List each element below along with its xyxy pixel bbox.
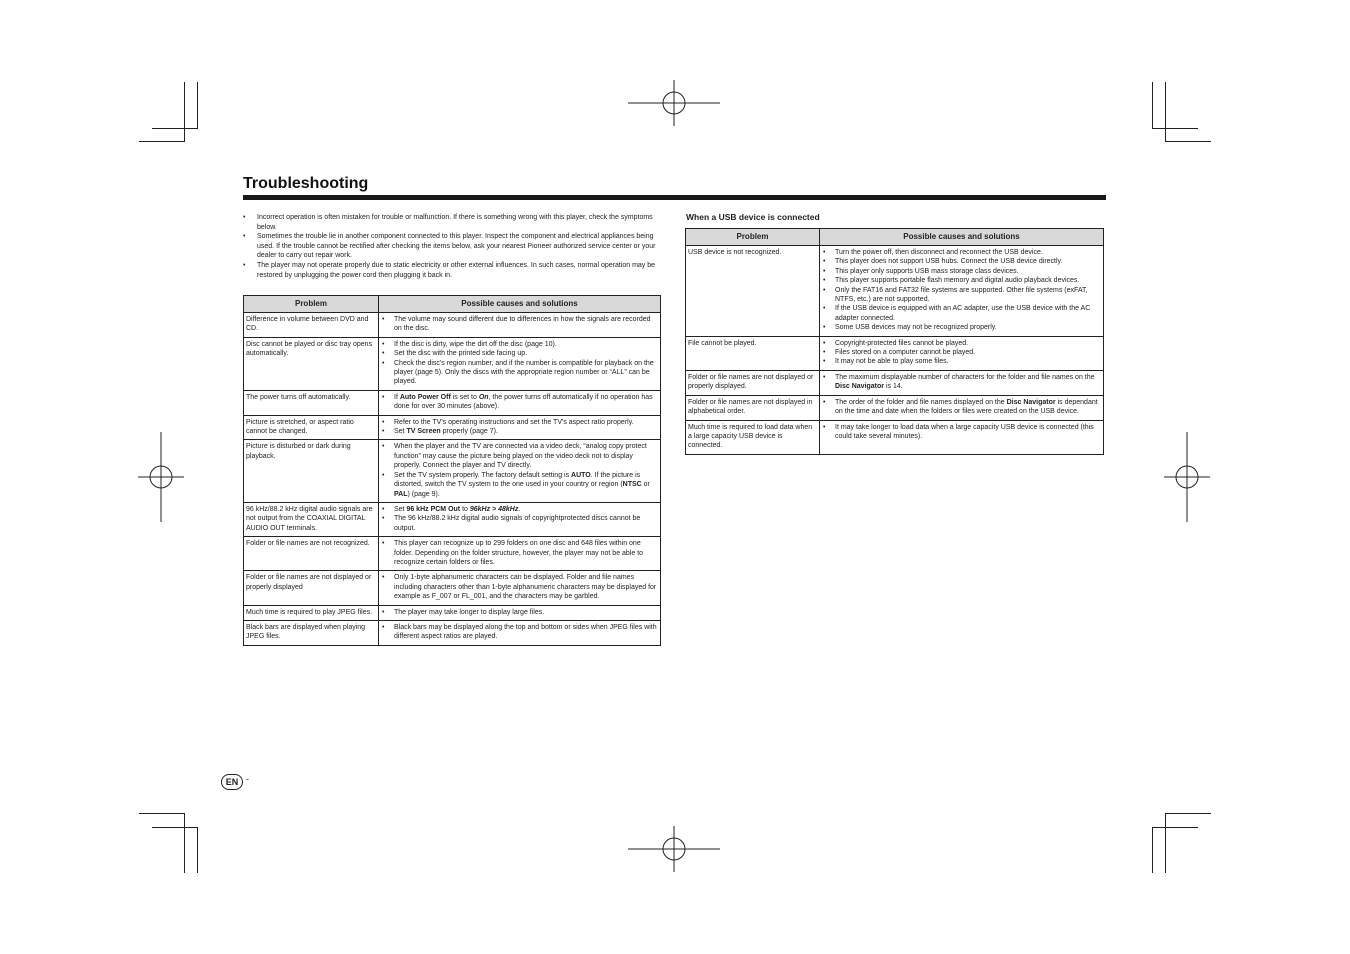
crop-mark [1152,827,1153,873]
solution-item: • Refer to the TV's operating instructions and set the TV's aspect ratio properly. [381,418,657,427]
intro-note: • The player may not operate properly due to static electricity or other external influences. In such cases, normal operation may be restored by unplugging the power cord then plugging it back in. [243,261,663,280]
solution-item: • Set the disc with the printed side facing up. [381,349,657,358]
page-number: - [246,774,249,784]
title-rule [243,195,1106,200]
registration-mark-right [1164,432,1212,524]
solutions-cell [820,246,1104,337]
crop-mark [1152,82,1153,128]
solution-item: • If the disc is dirty, wipe the dirt off the disc (page 10). [381,340,657,349]
problem-cell: USB device is not recognized. [686,246,820,337]
language-badge: EN [221,774,243,790]
solution-item: • Turn the power off, then disconnect and reconnect the USB device. [822,248,1100,257]
emphasized-text: Auto Power Off [399,393,451,401]
solutions-list [381,539,657,567]
problem-cell: Folder or file names are not recognized. [244,537,379,571]
solutions-cell [379,390,661,415]
header-solutions: Possible causes and solutions [379,296,661,313]
crop-mark [139,141,185,142]
crop-mark [1165,82,1166,142]
solutions-cell [379,415,661,440]
emphasized-text: NTSC [622,481,642,489]
solutions-cell [820,395,1104,420]
intro-notes [243,213,663,280]
solution-item: • The maximum displayable number of characters for the folder and file names on the Disc Navigator is 14. [822,373,1100,392]
solution-item: • If Auto Power Off is set to On, the power turns off automatically if no operation has done for over 30 minutes (above). [381,393,657,412]
header-problem: Problem [244,296,379,313]
table-row [686,336,1104,370]
solution-item: • Black bars may be displayed along the top and bottom or sides when JPEG files with different aspect ratios are played. [381,623,657,642]
table-row [686,395,1104,420]
crop-mark [197,827,198,873]
solutions-list [381,573,657,601]
emphasized-text: Disc Navigator [1006,398,1056,406]
table-row [686,246,1104,337]
table-row [244,313,661,338]
emphasized-text: 96 kHz PCM Out [406,505,461,513]
solutions-cell [379,620,661,645]
problem-cell: Picture is disturbed or dark during playback. [244,440,379,502]
problem-cell: Black bars are displayed when playing JPEG files. [244,620,379,645]
solutions-cell [820,336,1104,370]
registration-mark-top [628,80,722,128]
solution-item: • This player supports portable flash memory and digital audio playback devices. [822,276,1100,285]
solution-item: • Set the TV system properly. The factory default setting is AUTO. If the picture is distorted, switch the TV system to the one used in your country or region (NTSC or PAL) (page 9). [381,471,657,499]
problem-cell: Folder or file names are not displayed or properly displayed [244,571,379,605]
table-row [244,337,661,390]
solutions-cell [379,440,661,502]
solutions-cell [379,313,661,338]
emphasized-text: 96kHz > 48kHz [469,505,519,513]
solutions-cell [379,537,661,571]
solutions-list [822,248,1100,333]
solutions-list [381,442,657,498]
usb-troubleshooting-table [685,228,1104,455]
emphasized-text: On [478,393,489,401]
table-header-row [686,229,1104,246]
solution-item: • The volume may sound different due to differences in how the signals are recorded on the disc. [381,315,657,334]
solutions-cell [820,370,1104,395]
table-row [244,605,661,620]
registration-mark-bottom [628,826,722,874]
solution-item: • It may not be able to play some files. [822,357,1100,366]
emphasized-text: TV Screen [406,428,441,436]
solution-item: • This player can recognize up to 299 folders on one disc and 648 files within one folder. Depending on the folder structure, however, the player may not be able to recognize certain folders or files. [381,539,657,567]
problem-cell: Disc cannot be played or disc tray opens automatically. [244,337,379,390]
intro-note: • Incorrect operation is often mistaken for trouble or malfunction. If there is something wrong with this player, check the symptoms below. [243,213,663,232]
problem-cell: Folder or file names are not displayed or properly displayed. [686,370,820,395]
crop-mark [152,827,198,828]
solution-item: • The player may take longer to display large files. [381,608,657,617]
table-row [244,620,661,645]
problem-cell: Much time is required to load data when a large capacity USB device is connected. [686,420,820,454]
solution-item: • Check the disc's region number, and if the number is compatible for playback on the player (page 5). Only the discs with the appropriate region number or “ALL” can be played. [381,359,657,387]
solutions-cell [379,605,661,620]
intro-note: • Sometimes the trouble lie in another component connected to this player. Inspect the component and electrical appliances being used. If the trouble cannot be rectified after checking the items below, ask your nearest Pioneer authorized service center or your dealer to carry out repair work. [243,232,663,261]
solution-item: • Some USB devices may not be recognized properly. [822,323,1100,332]
troubleshooting-table-body [244,313,661,646]
solution-item: • This player does not support USB hubs. Connect the USB device directly. [822,257,1100,266]
usb-section-heading: When a USB device is connected [686,212,820,222]
crop-mark [184,82,185,142]
problem-cell: File cannot be played. [686,336,820,370]
problem-cell: The power turns off automatically. [244,390,379,415]
problem-cell: Difference in volume between DVD and CD. [244,313,379,338]
emphasized-text: PAL [394,490,408,498]
solutions-cell [379,502,661,536]
solution-item: • Set TV Screen properly (page 7). [381,427,657,436]
solutions-list [381,505,657,533]
table-header-row [244,296,661,313]
crop-mark [1165,141,1211,142]
crop-mark [1152,827,1198,828]
emphasized-text: AUTO [571,471,591,479]
table-row [244,502,661,536]
problem-cell: Folder or file names are not displayed in alphabetical order. [686,395,820,420]
problem-cell: Much time is required to play JPEG files. [244,605,379,620]
crop-mark [197,82,198,128]
emphasized-text: Disc Navigator [835,383,885,391]
solutions-list [822,423,1100,442]
solutions-list [381,340,657,387]
solutions-cell [379,571,661,605]
solution-item: • Only the FAT16 and FAT32 file systems are supported. Other file systems (exFAT, NTFS, etc.) are not supported. [822,286,1100,305]
table-row [244,440,661,502]
header-problem: Problem [686,229,820,246]
registration-mark-left [138,432,186,524]
solutions-list [381,393,657,412]
crop-mark [152,128,198,129]
table-row [244,415,661,440]
solutions-list [381,623,657,642]
table-row [244,390,661,415]
solution-item: • The 96 kHz/88.2 kHz digital audio signals of copyrightprotected discs cannot be output. [381,514,657,533]
crop-mark [1152,128,1198,129]
solutions-list [822,398,1100,417]
table-row [686,420,1104,454]
solutions-list [381,418,657,437]
solution-item: • The order of the folder and file names displayed on the Disc Navigator is dependant on the time and date when the folders or files were created on the USB device. [822,398,1100,417]
table-row [244,537,661,571]
problem-cell: Picture is stretched, or aspect ratio cannot be changed. [244,415,379,440]
solutions-cell [379,337,661,390]
solution-item: • Set 96 kHz PCM Out to 96kHz > 48kHz. [381,505,657,514]
page-title: Troubleshooting [243,175,369,192]
solution-item: • This player only supports USB mass storage class devices. [822,267,1100,276]
header-solutions: Possible causes and solutions [820,229,1104,246]
solution-item: • Copyright-protected files cannot be played. [822,339,1100,348]
solutions-cell [820,420,1104,454]
crop-mark [139,813,185,814]
solutions-list [822,339,1100,367]
solution-item: • It may take longer to load data when a large capacity USB device is connected (this could take several minutes). [822,423,1100,442]
table-row [686,370,1104,395]
solution-item: • When the player and the TV are connected via a video deck, “analog copy protect function” may cause the picture being played on the video deck not to display properly. Connect the player and TV directly. [381,442,657,470]
crop-mark [1165,813,1166,873]
solutions-list [381,608,657,617]
crop-mark [184,813,185,873]
usb-troubleshooting-table-body [686,246,1104,455]
solution-item: • If the USB device is equipped with an AC adapter, use the USB device with the AC adapter connected. [822,304,1100,323]
table-row [244,571,661,605]
solution-item: • Files stored on a computer cannot be played. [822,348,1100,357]
troubleshooting-table [243,295,661,646]
solutions-list [381,315,657,334]
problem-cell: 96 kHz/88.2 kHz digital audio signals are not output from the COAXIAL DIGITAL AUDIO OUT terminals. [244,502,379,536]
solution-item: • Only 1-byte alphanumeric characters can be displayed. Folder and file names including characters other than 1-byte alphanumeric characters may be displayed for example as F_007 or FL_001, and the characters may be garbled. [381,573,657,601]
solutions-list [822,373,1100,392]
crop-mark [1165,813,1211,814]
